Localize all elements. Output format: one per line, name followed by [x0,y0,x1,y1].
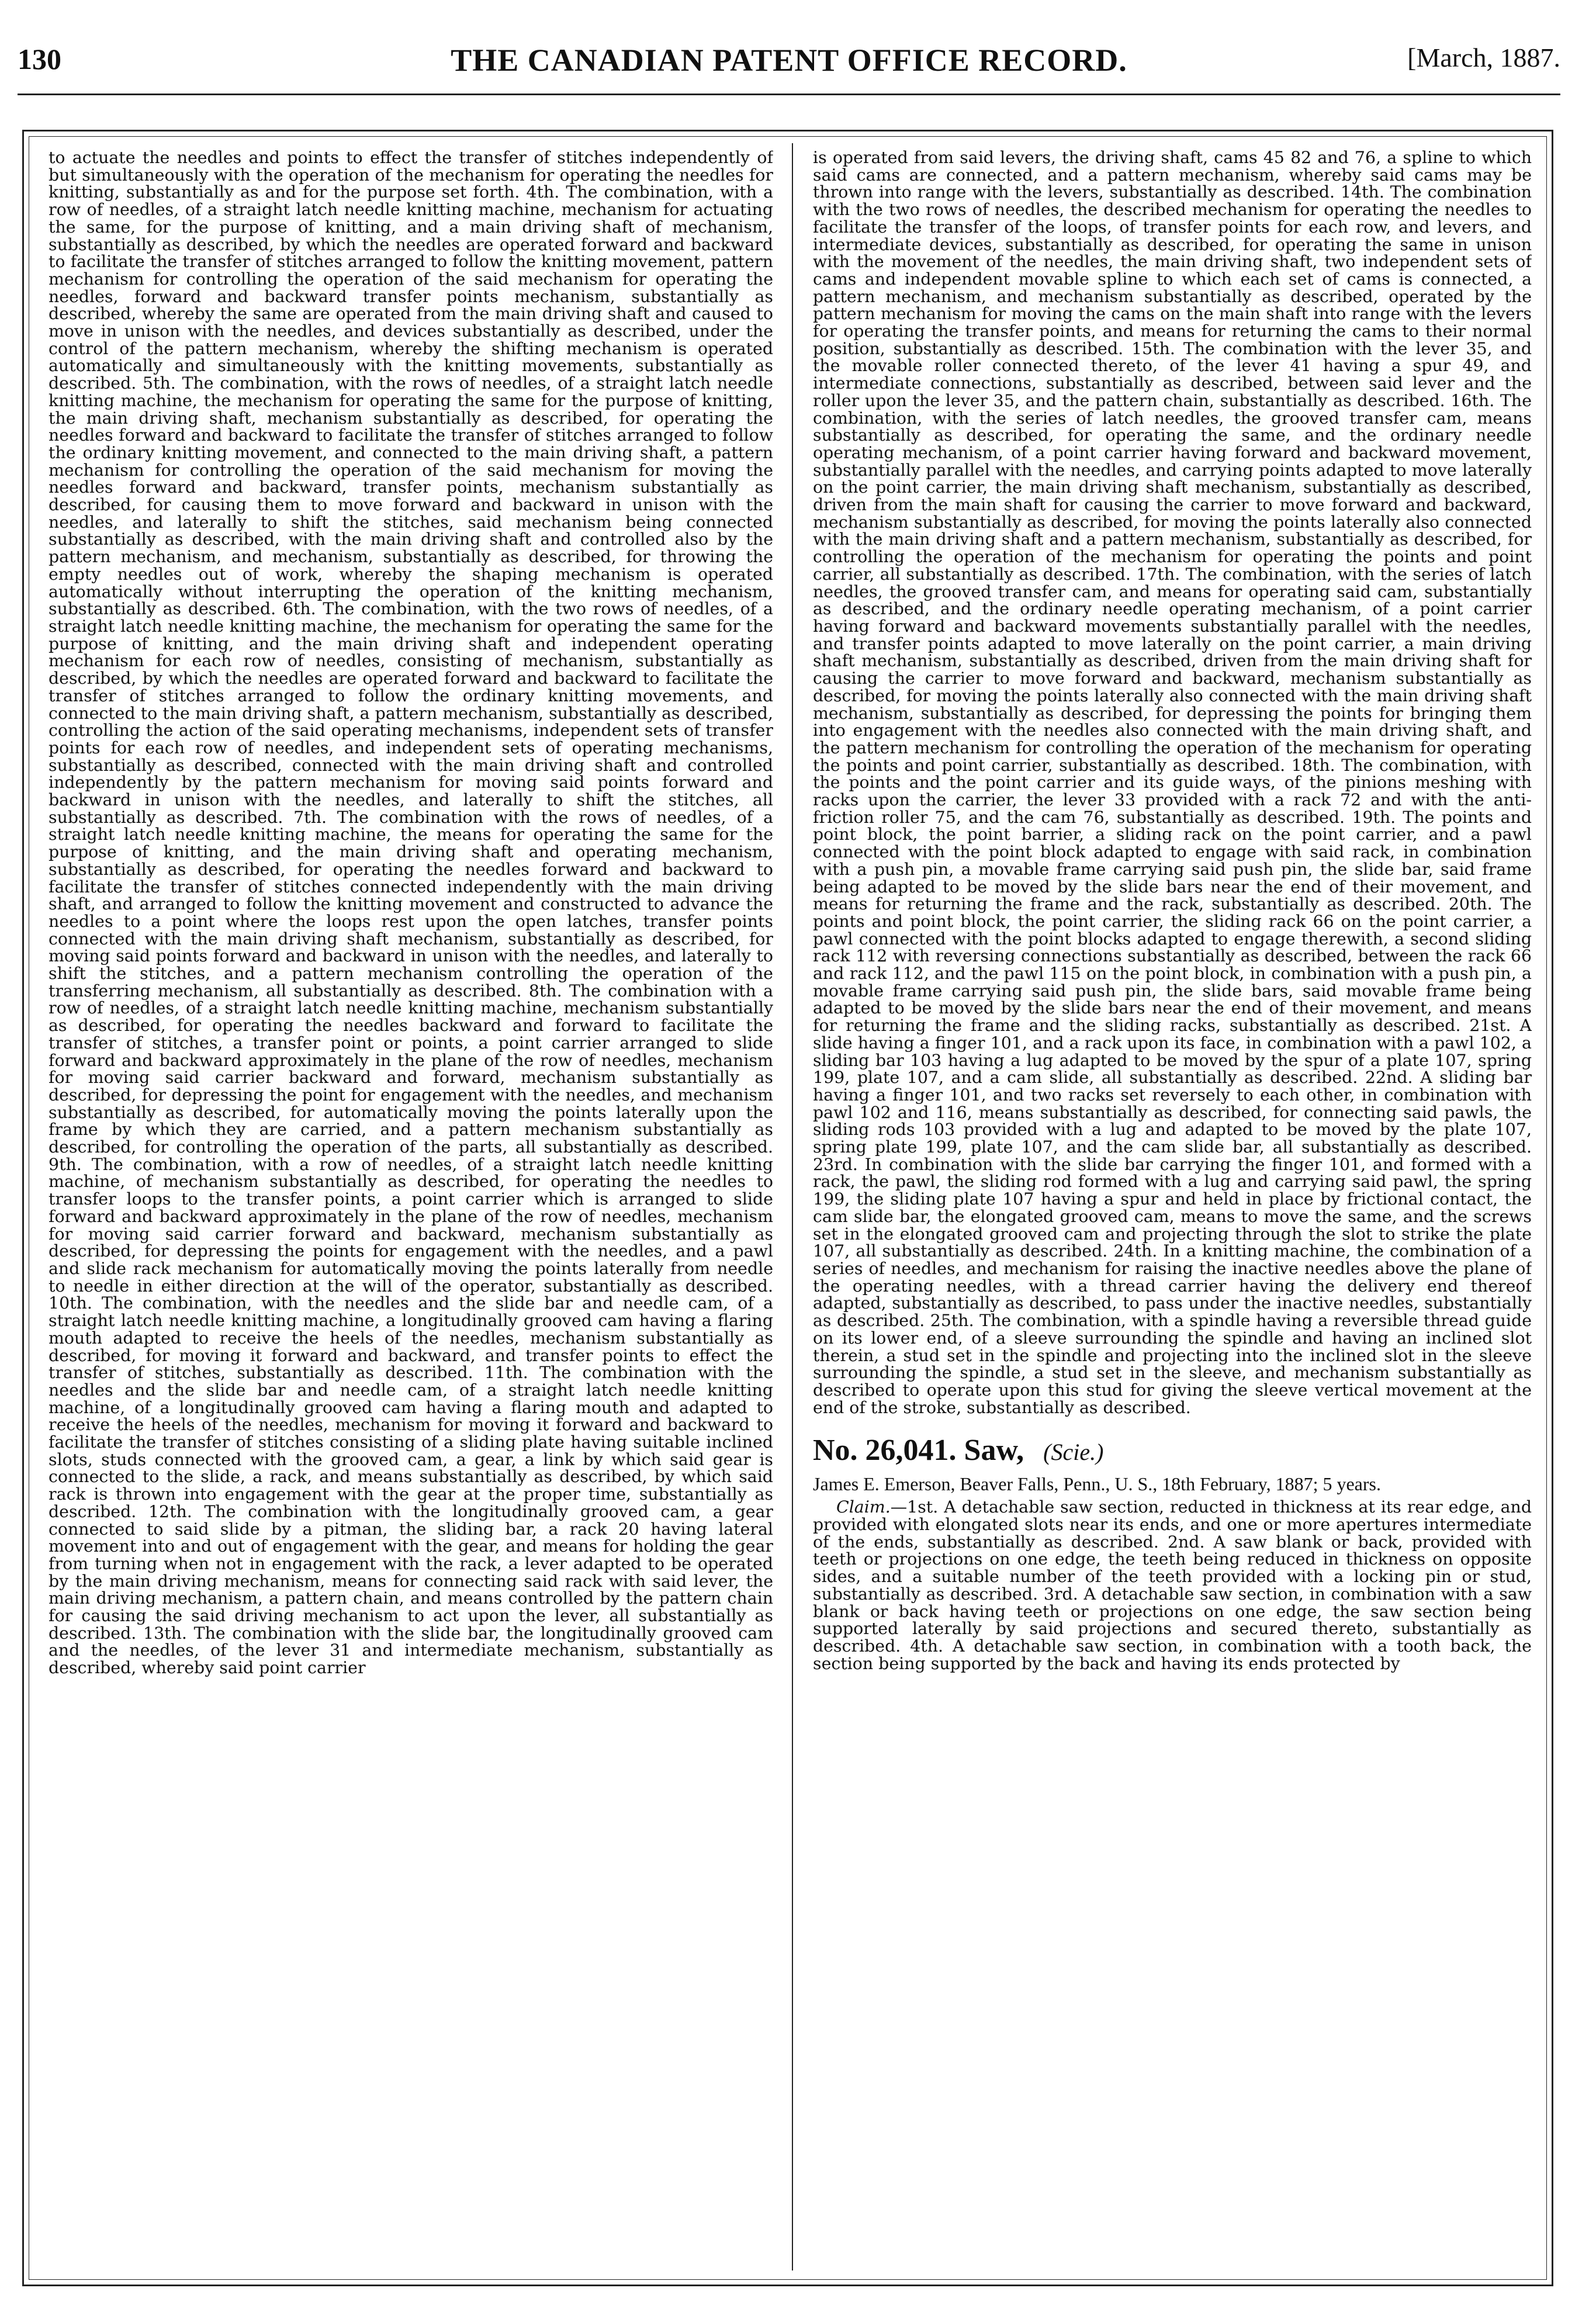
page-frame [22,130,1553,2286]
issue-date: [March, 1887. [1407,43,1560,72]
journal-title: THE CANADIAN PATENT OFFICE RECORD. [451,43,1127,78]
header-rule [18,94,1560,95]
claim-label: Claim. [836,1497,891,1517]
patent-claim [813,1498,1532,1672]
patent-grantee: James E. Emerson, Beaver Falls, Penn., U. S., 18th February, 1887; 5 years. [813,1473,1381,1495]
patent-number-title: No. 26,041. Saw, [813,1434,1024,1467]
left-column [49,149,773,2276]
page-number: 130 [18,43,61,75]
column-divider [792,143,793,2270]
patent-class-note: (Scie.) [1043,1439,1104,1466]
right-column [813,149,1532,2276]
page-header [18,42,1560,89]
claim-text: —1st. A detachable saw section, reducted in thickness at its rear edge, and provided with elongated slots near its ends, and one or more apertures intermediate of the ends, substantially as described. 2nd. A saw blank or back, provided with teeth or projections on one edge, the teeth being reduced in thickness on opposite sides, and a suitable number of the teeth provided with a locking pin or stud, substantially as described. 3rd. A detachable saw section, in combination with a saw blank or back having teeth or projections on one edge, the saw section being supported laterally by said projections and secured thereto, substantially as described. 4th. A detachable saw section, in combination with a tooth back, the section being supported by the back and having its ends protected by [813,1497,1532,1673]
right-column-text: is operated from said levers, the driving shaft, cams 45 82 and 76, a spline to which said cams are connected, and a pattern mechanism, whereby said cams may be thrown into range with the levers, substantially as described. 14th. The combination with the two rows of needles, the described mechanism for operating the needles to facilitate the transfer of the loops, of transfer points for each row, and levers, and intermediate devices, substantially as described, for operating the same in unison with the movement of the needles, the main driving shaft, two independent sets of cams and independent movable spline to which each set of cams is connected, a pattern mechanism, and mechanism substantially as described, operated by the pattern mechanism for moving the cams on the main shaft into range with the levers for operating the transfer points, and means for returning the cams to their normal position, substantially as described. 15th. The combination with the lever 35, and the movable roller connected thereto, of the lever 41 having a spur 49, and intermediate connections, substantially as described, between said lever and the roller upon the lever 35, and the pattern chain, substantially as described. 16th. The combination, with the series of latch needles, the grooved transfer cam, means substantially as described, for operating the same, and the ordinary needle operating mechanism, of a point carrier having forward and backward movement, substantially parallel with the needles, and carrying points adapted to move laterally on the point carrier, the main driving shaft mechanism, substantially as described, driven from the main shaft for causing the carrier to move forward and backward, mechanism substantially as described, for moving the points laterally also connected with the main driving shaft and a pattern mechanism, substantially as described, for controlling the operation of the mechanism for operating the points and point carrier, all substantially as described. 17th. The combination, with the series of latch needles, the grooved transfer cam, and means for operating said cam, substantially as described, and the ordinary needle operating mechanism, of a point carrier having forward and backward movements substantially parallel with the needles, and transfer points adapted to move laterally on the point carrier, a main driving shaft mechanism, substantially as described, driven from the main driving shaft for causing the carrier to move forward and backward, mechanism substantially as described, for moving the points laterally also connected with the main driving shaft mechanism, substantially as described, for depressing the points for bringing them into engagement with the needles also connected with the main driving shaft, and the pattern mechanism for controlling the operation of the mechanism for operating the points and point carrier, substantially as described. 18th. The combination, with the points and the point carrier and its guide ways, of the pinions meshing with racks upon the carrier, the lever 33 provided with a rack 72 and with the anti-friction roller 75, and the cam 76, substantially as described. 19th. The points and point block, the point barrier, a sliding rack on the point carrier, and a pawl connected with the point block adapted to engage with said rack, in combination with a push pin, a movable frame carrying said push pin, the slide bar, said frame being adapted to be moved by the slide bars near the end of their movement, and means for returning the frame and the rack, substantially as described. 20th. The points and point block, the point carrier, the sliding rack 66 on the point carrier, a pawl connected with the point blocks adapted to engage therewith, a second sliding rack 112 with reversing connections substantially as described, between the rack 66 and rack 112, and the pawl 115 on the point block, in combination with a push pin, a movable frame carrying said push pin, the slide bars, said movable frame being adapted to be moved by the slide bars near the end of their movement, and means for returning the frame and the sliding racks, substantially as described. 21st. A slide having a finger 101, and a rack upon its face, in combination with a pawl 102, a sliding bar 103 having a lug adapted to be moved by the spur of a plate 107, spring 199, plate 107, and a cam slide, all substantially as described. 22nd. A sliding bar having a finger 101, and two racks set reversely to each other, in combination with pawl 102 and 116, means substantially as described, for connecting said pawls, the sliding rods 103 provided with a lug and adapted to be moved by the plate 107, spring plate 199, plate 107, and the cam slide bar, all substantially as described. 23rd. In combination with the slide bar carrying the finger 101, and formed with a rack, the pawl, the sliding rod formed with a lug and carrying said pawl, the spring 199, the sliding plate 107 having a spur and held in place by frictional contact, the cam slide bar, the elongated grooved cam, means to move the same, and the screws set in the elongated grooved cam and projecting through the slot to strike the plate 107, all substantially as described. 24th. In a knitting machine, the combination of a series of needles, and mechanism for raising the inactive needles above the plane of the operating needles, with a thread carrier having the delivery end thereof adapted, substantially as described, to pass under the inactive needles, substantially as described. 25th. The combination, with a spindle having a reversible thread guide on its lower end, of a sleeve surrounding the spindle and having an inclined slot therein, a stud set in the spindle and projecting into the inclined slot in the sleeve surrounding the spindle, a stud set in the sleeve, and mechanism substantially as described to operate upon this stud for giving the sleeve vertical movement at the end of the stroke, substantially as described. [813,149,1532,1417]
left-column-text: to actuate the needles and points to effect the transfer of stitches independently of but simultaneously with the operation of the mechanism for operating the needles for knitting, substantially as and for the purpose set forth. 4th. The combination, with a row of needles, of a straight latch needle knitting machine, mechanism for actuating the same, for the purpose of knitting, and a main driving shaft of mechanism, substantially as described, by which the needles are operated forward and backward to facilitate the transfer of stitches arranged to follow the knitting movement, pattern mechanism for controlling the operation of the said mechanism for operating the needles, forward and backward transfer points mechanism, substantially as described, whereby the same are operated from the main driving shaft and caused to move in unison with the needles, and devices substantially as described, under the control of the pattern mechanism, whereby the shifting mechanism is operated automatically and simultaneously with the knitting movements, substantially as described. 5th. The combination, with the rows of needles, of a straight latch needle knitting machine, the mechanism for operating the same for the purpose of knitting, the main driving shaft, mechanism substantially as described, for operating the needles forward and backward to facilitate the transfer of stitches arranged to follow the ordinary knitting movement, and connected to the main driving shaft, a pattern mechanism for controlling the operation of the said mechanism for moving the needles forward and backward, transfer points, mechanism substantially as described, for causing them to move forward and backward in unison with the needles, and laterally to shift the stitches, said mechanism being connected substantially as described, with the main driving shaft and controlled also by the pattern mechanism, and mechanism, substantially as described, for throwing the empty needles out of work, whereby the shaping mechanism is operated automatically without interrupting the operation of the knitting mechanism, substantially as described. 6th. The combination, with the two rows of needles, of a straight latch needle knitting machine, the mechanism for operating the same for the purpose of knitting, and the main driving shaft and independent operating mechanism for each row of needles, consisting of mechanism, substantially as described, by which the needles are operated forward and backward to facilitate the transfer of stitches arranged to follow the ordinary knitting movements, and connected to the main driving shaft, a pattern mechanism, substantially as described, controlling the action of the said operating mechanisms, independent sets of transfer points for each row of needles, and independent sets of operating mechanisms, substantially as described, connected with the main driving shaft and controlled independently by the pattern mechanism for moving said points forward and backward in unison with the needles, and laterally to shift the stitches, all substantially as described. 7th. The combination with the rows of needles, of a straight latch needle knitting machine, the means for operating the same for the purpose of knitting, and the main driving shaft and operating mechanism, substantially as described, for operating the needles forward and backward to facilitate the transfer of stitches connected independently with the main driving shaft, and arranged to follow the knitting movement and constructed to advance the needles to a point where the loops rest upon the open latches, transfer points connected with the main driving shaft mechanism, substantially as described, for moving said points forward and backward in unison with the needles, and laterally to shift the stitches, and a pattern mechanism controlling the operation of the transferring mechanism, all substantially as described. 8th. The combination with a row of needles, of a straight latch needle knitting machine, mechanism substantially as described, for operating the needles backward and forward to facilitate the transfer of stitches, a transfer point or points, a point carrier arranged to slide forward and backward approximately in the plane of the row of needles, mechanism for moving said carrier backward and forward, mechanism substantially as described, for depressing the point for engagement with the needles, and mechanism substantially as described, for automatically moving the points laterally upon the frame by which they are carried, and a pattern mechanism substantially as described, for controlling the operation of the parts, all substantially as described. 9th. The combination, with a row of needles, of a straight latch needle knitting machine, of mechanism substantially as described, for operating the needles to transfer loops to the transfer points, a point carrier which is arranged to slide forward and backward approximately in the plane of the row of needles, mechanism for moving said carrier forward and backward, mechanism substantially as described, for depressing the points for engagement with the needles, and a pawl and slide rack mechanism for automatically moving the points laterally from needle to needle in either direction at the will of the operator, substantially as described. 10th. The combination, with the needles and the slide bar and needle cam, of a straight latch needle knitting machine, a longitudinally grooved cam having a flaring mouth adapted to receive the heels of the needles, mechanism substantially as described, for moving it forward and backward, and transfer points to effect the transfer of stitches, substantially as described. 11th. The combination with the needles and the slide bar and needle cam, of a straight latch needle knitting machine, of a longitudinally grooved cam having a flaring mouth and adapted to receive the heels of the needles, mechanism for moving it forward and backward to facilitate the transfer of stitches consisting of a sliding plate having suitable inclined slots, studs connected with the grooved cam, a gear, a link by which said gear is connected to the slide, a rack, and means substantially as described, by which said rack is thrown into engagement with the gear at the proper time, substantially as described. 12th. The combination with the longitudinally grooved cam, a gear connected to said slide by a pitman, the sliding bar, a rack 20 having lateral movement into and out of engagement with the gear, and means for holding the gear from turning when not in engagement with the rack, a lever adapted to be operated by the main driving mechanism, means for connecting said rack with said lever, the main driving mechanism, a pattern chain, and means controlled by the pattern chain for causing the said driving mechanism to act upon the lever, all substantially as described. 13th. The combination with the slide bar, the longitudinally grooved cam and the needles, of the lever 31 and intermediate mechanism, substantially as described, whereby said point carrier [49,149,773,1678]
patent-heading [813,1432,1532,1470]
